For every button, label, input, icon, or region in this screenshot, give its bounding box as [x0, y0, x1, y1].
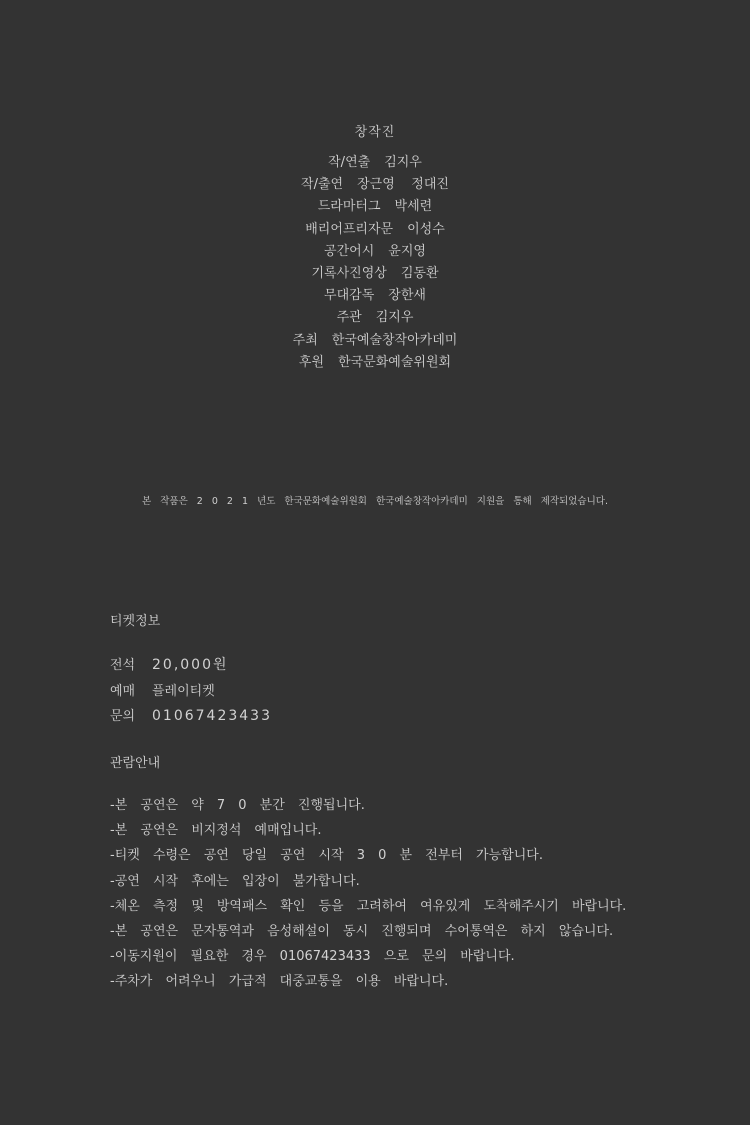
- ticket-price-row: [110, 654, 229, 674]
- credit-role: 주관: [336, 310, 362, 326]
- notice-item: -체온 측정 및 방역패스 확인 등을 고려하여 여유있게 도착해주시기 바랍니다.: [110, 898, 627, 914]
- credit-name: 이성수: [407, 221, 445, 237]
- credit-row: [0, 265, 750, 287]
- credit-name: 박세련: [394, 199, 433, 215]
- credit-role: 배리어프리자문: [305, 221, 394, 237]
- notice-item: -공연 시작 후에는 입장이 불가합니다.: [110, 873, 360, 889]
- support-note: 본 작품은 2 0 2 1 년도 한국문화예술위원회 한국예술창작아카데미 지원을 통해 제작되었습니다.: [142, 496, 608, 507]
- credit-name: 김동환: [400, 265, 439, 281]
- credit-row: [0, 176, 750, 198]
- ticket-booking-row: [110, 680, 215, 699]
- notice-item: -이동지원이 필요한 경우 01067423433 으로 문의 바랍니다.: [110, 949, 515, 965]
- credit-row: [0, 287, 750, 309]
- notice-item: -주차가 어려우니 가급적 대중교통을 이용 바랍니다.: [110, 974, 449, 990]
- credit-list: [0, 154, 750, 376]
- credit-name: 윤지영: [388, 243, 426, 259]
- booking-value: 플레이티켓: [152, 684, 215, 699]
- credit-name: 김지우: [384, 155, 422, 170]
- booking-label: 예매: [110, 684, 136, 699]
- credit-role: 기록사진영상: [311, 265, 387, 281]
- notice-item: -본 공연은 약 7 0 분간 진행됩니다.: [110, 798, 365, 813]
- credit-name: 한국문화예술위원회: [338, 354, 452, 370]
- credit-name: 장한새: [388, 288, 426, 304]
- credit-role: 드라마터그: [317, 199, 381, 215]
- credit-row: [0, 198, 750, 220]
- credit-role: 공간어시: [324, 243, 375, 259]
- credit-role: 후원: [298, 354, 325, 370]
- guide-heading: 관람안내: [110, 756, 161, 771]
- ticket-contact-row: [110, 705, 272, 724]
- credit-row: [0, 154, 750, 176]
- credit-row: [0, 243, 750, 265]
- notice-item: -티켓 수령은 공연 당일 공연 시작 3 0 분 전부터 가능합니다.: [110, 848, 543, 864]
- credit-row: [0, 309, 750, 331]
- credit-row: [0, 354, 750, 376]
- credits-title: 창작진: [354, 125, 396, 140]
- credit-name: 한국예술창작아카데미: [331, 332, 458, 348]
- credit-name: 김지우: [375, 310, 414, 326]
- credit-row: [0, 332, 750, 354]
- credit-role: 무대감독: [324, 288, 375, 304]
- notice-item: -본 공연은 비지정석 예매입니다.: [110, 823, 322, 839]
- ticket-heading: 티켓정보: [110, 614, 161, 629]
- notice-item: -본 공연은 문자통역과 음성해설이 동시 진행되며 수어통역은 하지 않습니다.: [110, 923, 614, 939]
- credit-role: 작/연출: [328, 155, 371, 170]
- contact-label: 문의: [110, 709, 136, 724]
- credit-row: [0, 221, 750, 243]
- credit-name: 장근영 정대진: [357, 177, 449, 193]
- price-label: 전석: [110, 658, 136, 673]
- credit-role: 주최: [292, 332, 318, 348]
- notice-list: [110, 796, 626, 998]
- contact-value: 01067423433: [152, 708, 272, 724]
- price-value: 20,000원: [152, 657, 229, 673]
- credit-role: 작/출연: [301, 177, 344, 193]
